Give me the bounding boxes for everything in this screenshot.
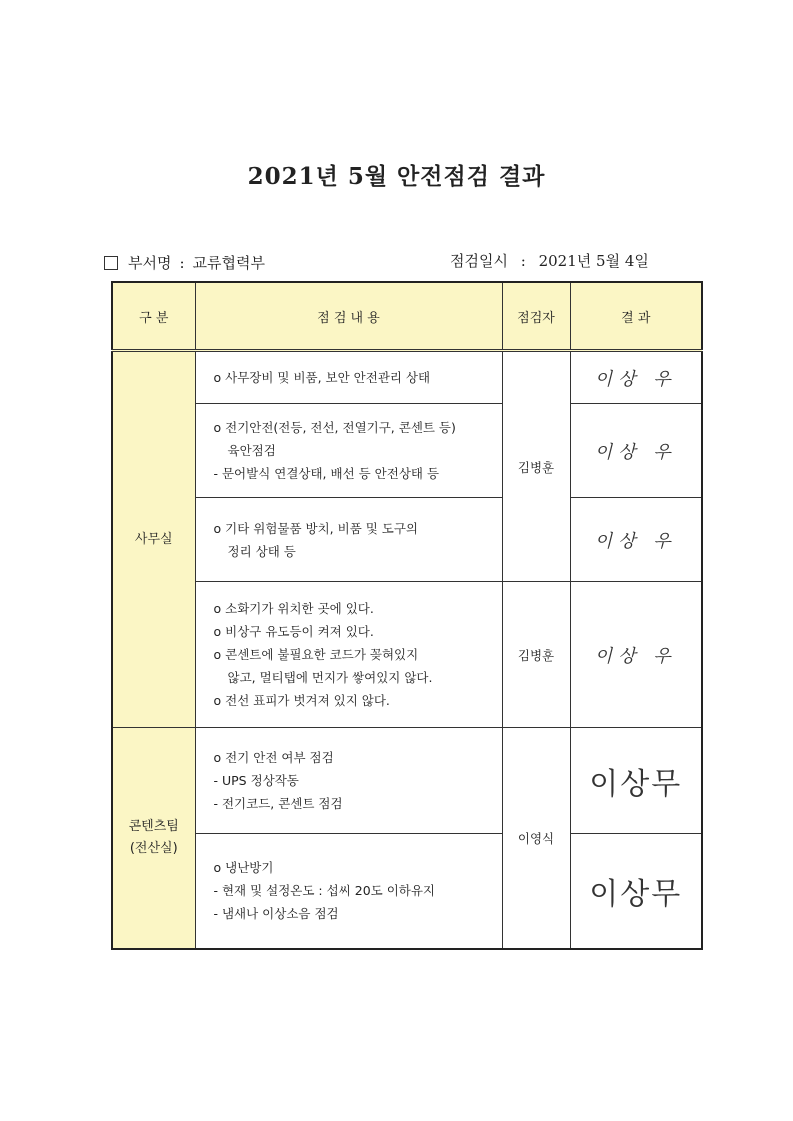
- content-line: - 현재 및 설정온도 : 섭씨 20도 이하유지: [213, 883, 435, 899]
- inspection-date-label: 점검일시: [450, 252, 508, 270]
- content-line: 정리 상태 등: [227, 543, 296, 559]
- result-cell: [570, 404, 702, 498]
- header-content: 점 검 내 용: [195, 282, 502, 351]
- table-row: [112, 834, 702, 949]
- section-label: (전산실): [129, 840, 178, 856]
- section-contents-team: [112, 728, 195, 949]
- department-label: 부서명: [128, 254, 172, 272]
- section-label: 사무실: [134, 531, 173, 547]
- signature: 이상 우: [594, 530, 677, 552]
- signature: 이상 우: [594, 441, 677, 463]
- signature: 이상 우: [594, 645, 677, 667]
- content-line: - 문어발식 연결상태, 배선 등 안전상태 등: [213, 466, 440, 481]
- content-line: o 전선 표피가 벗겨져 있지 않다.: [213, 693, 390, 708]
- content-line: o 콘센트에 불필요한 코드가 꽂혀있지: [213, 647, 419, 662]
- row-content: [195, 834, 502, 949]
- content-line: - 전기코드, 콘센트 점검: [213, 796, 343, 811]
- inspection-date-value: 2021년 5월 4일: [538, 252, 649, 270]
- content-line: 않고, 멀티탭에 먼지가 쌓여있지 않다.: [227, 670, 433, 685]
- row-content: [195, 728, 502, 834]
- content-line: - 냄새나 이상소음 점검: [213, 906, 339, 922]
- inspector-cell: 김병훈: [502, 351, 570, 582]
- signature: 이상무: [589, 766, 683, 802]
- signature: 이상무: [589, 876, 683, 912]
- section-label: 콘텐츠팀: [128, 818, 179, 834]
- table-row: [112, 404, 702, 498]
- header-inspector: 점검자: [502, 282, 570, 351]
- section-office: [112, 351, 195, 728]
- inspection-table: [111, 281, 703, 950]
- content-line: 육안점검: [227, 443, 276, 458]
- table-row: [112, 498, 702, 582]
- result-cell: [570, 834, 702, 949]
- result-cell: [570, 728, 702, 834]
- table-row: [112, 582, 702, 728]
- content-line: o 기타 위험물품 방치, 비품 및 도구의: [213, 520, 419, 536]
- content-line: - UPS 정상작동: [213, 773, 299, 788]
- content-line: o 사무장비 및 비품, 보안 안전관리 상태: [213, 370, 431, 385]
- table-row: [112, 351, 702, 404]
- content-line: o 전기 안전 여부 점검: [213, 750, 334, 765]
- table-row: [112, 728, 702, 834]
- header-category: 구 분: [112, 282, 195, 351]
- content-line: o 소화기가 위치한 곳에 있다.: [213, 601, 374, 616]
- header-result: 결 과: [570, 282, 702, 351]
- inspector-cell: 이영식: [502, 728, 570, 949]
- result-cell: [570, 351, 702, 404]
- signature: 이상 우: [594, 368, 677, 390]
- checkbox-icon[interactable]: [104, 256, 118, 270]
- content-line: o 전기안전(전등, 전선, 전열기구, 콘센트 등): [213, 420, 456, 435]
- inspection-date-separator: :: [520, 252, 526, 270]
- department-value: 교류협력부: [192, 254, 265, 272]
- department-line: [104, 252, 265, 273]
- row-content: [195, 498, 502, 582]
- inspection-date-line: [450, 250, 649, 271]
- row-content: [195, 351, 502, 404]
- page-title: 2021년 5월 안전점검 결과: [247, 163, 546, 190]
- row-content: [195, 404, 502, 498]
- content-line: o 비상구 유도등이 켜져 있다.: [213, 624, 374, 639]
- department-separator: :: [179, 253, 185, 272]
- inspector-cell: 김병훈: [502, 582, 570, 728]
- result-cell: [570, 498, 702, 582]
- content-line: o 냉난방기: [213, 860, 274, 876]
- row-content: [195, 582, 502, 728]
- table-header-row: [112, 282, 702, 351]
- result-cell: [570, 582, 702, 728]
